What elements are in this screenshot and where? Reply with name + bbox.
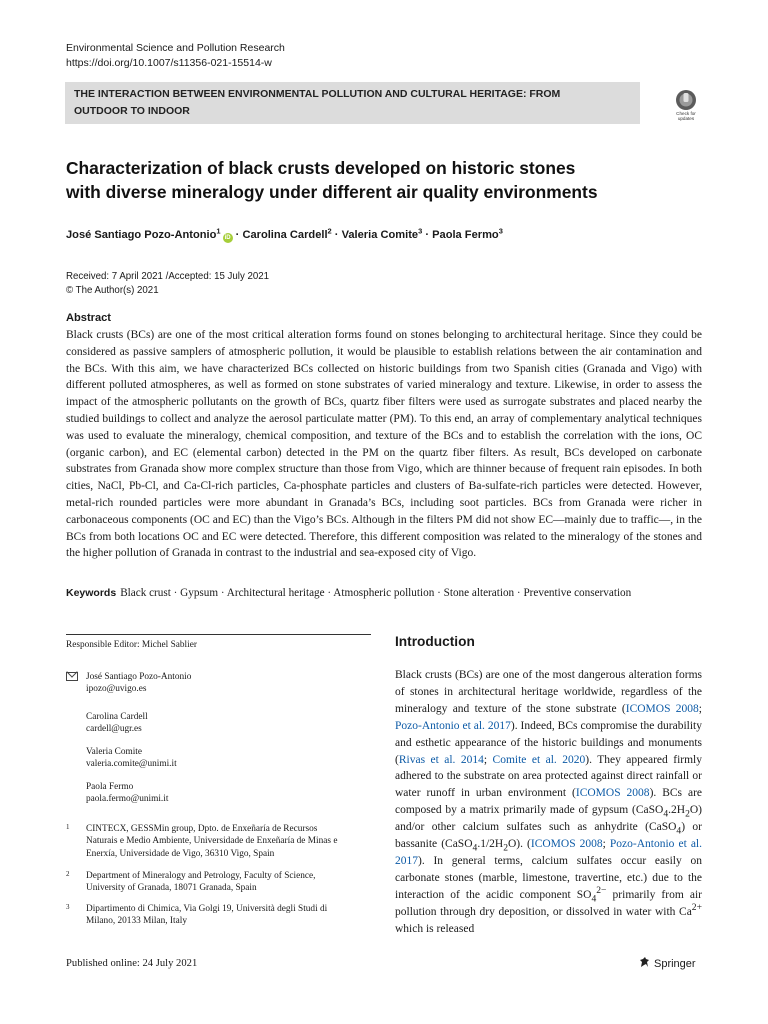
contact-email[interactable]: cardell@ugr.es bbox=[86, 724, 142, 735]
citation-link[interactable]: ICOMOS 2008 bbox=[625, 702, 699, 715]
copyright-notice: © The Author(s) 2021 bbox=[66, 285, 159, 296]
citation-link[interactable]: Rivas et al. 2014 bbox=[398, 753, 484, 766]
author-list bbox=[66, 226, 503, 243]
springer-horse-icon bbox=[638, 956, 651, 969]
abstract-text: Black crusts (BCs) are one of the most critical alteration forms found on stones belonging to architectural heritage. Since they could be considered as passive samplers of atmospheric pollution, it would be plausible to establish relations between the air contamination and the BCs. With this aim, we have characterized BCs collected on historic buildings from two Spanish cities (Granada and Vigo) with different polluted atmospheres, as well as formed on stone substrates of varied mineralogy and texture. Likewise, in order to assess the impact of the atmospheric pollutants on the growth of BCs, quartz fiber filters were used as surrogate substrates and placed nearby the studied buildings to collect and analyze the aerosol particulate matter (PM). To this end, an array of complementary analytical techniques was used to evaluate the mineralogy, chemical composition, and texture of the BCs and to establish the correlation with the ions, OC (organic carbon), and EC (elemental carbon) detected in the PM on the quartz fiber filters. As result, BCs developed on carbonate substrates from Granada show more complex structure than those from Vigo, which are thinner because of frequent rain episodes. In both cities, NaCl, Pb-Cl, and Ca-Cl-rich particles, Ca-phosphate particles and clusters of Ba-sulfate-rich particles were detected. However, metal-rich rounded particles were more abundant in Granada’s BCs, including soot particles. BCs from Granada were richer in carbonaceous components (OC and EC) than the Vigo’s BCs. Although in the filters PM did not show EC—mainly due to traffic—, in the BCs from both locations OC and EC were detected. Therefore, this different composition was related to the mineralogy of the stones and the higher pollution of Granada in contrast to the industrial and sea-exposed city of Vigo. bbox=[66, 329, 702, 560]
orcid-icon[interactable]: iD bbox=[224, 235, 231, 241]
badge-label-1: Check for bbox=[676, 111, 696, 116]
citation-link[interactable]: ICOMOS 2008 bbox=[530, 838, 603, 851]
publisher-logo bbox=[638, 956, 696, 970]
journal-header bbox=[66, 41, 285, 71]
citation-link[interactable]: Pozo-Antonio et al. 2017 bbox=[395, 719, 511, 732]
contact-name: Valeria Comite bbox=[86, 747, 143, 757]
keywords-label: Keywords bbox=[66, 587, 117, 599]
citation-link[interactable]: Pozo-Antonio et al. 2017 bbox=[395, 838, 702, 867]
author-affiliation: 1 bbox=[216, 226, 221, 236]
author-affiliation: 3 bbox=[418, 226, 423, 236]
affiliation-line: Enerxía, Universidade de Vigo, 36310 Vigo, Spain bbox=[86, 848, 275, 859]
author-separator: · bbox=[334, 229, 339, 241]
author-name[interactable]: Carolina Cardell bbox=[242, 229, 328, 241]
check-for-updates-badge[interactable] bbox=[668, 88, 704, 124]
affiliation-line: University of Granada, 18071 Granada, Spain bbox=[86, 883, 257, 894]
affiliation-number: 1 bbox=[66, 823, 70, 831]
title-line-2: with diverse mineralogy under different air quality environments bbox=[66, 182, 598, 202]
affiliation-line: Dipartimento di Chimica, Via Golgi 19, Università degli Studi di bbox=[86, 904, 328, 914]
affiliation-line: CINTECX, GESSMin group, Dpto. de Enxeñaría de Recursos bbox=[86, 824, 318, 834]
affiliation-line: Naturais e Medio Ambiente, Universidade de Enxeñaría de Minas e bbox=[86, 836, 338, 847]
author-name[interactable]: José Santiago Pozo-Antonio bbox=[66, 229, 217, 241]
envelope-icon bbox=[66, 672, 78, 681]
contact-entry bbox=[86, 746, 177, 771]
contact-name: José Santiago Pozo-Antonio bbox=[86, 672, 192, 682]
banner-line-1: THE INTERACTION BETWEEN ENVIRONMENTAL POLLUTION AND CULTURAL HERITAGE: FROM bbox=[74, 88, 561, 100]
publisher-name: Springer bbox=[654, 958, 696, 970]
introduction-text: Black crusts (BCs) are one of the most dangerous alteration forms of stones in architectural heritage worldwide, regardless of the mineralogy and texture of the stone substrate (ICOMOS 2008; Pozo-Antonio et al. 2017). Indeed, BCs compromise the durability and esthetic appearance of the historic buildings and monuments (Rivas et al. 2014; Comite et al. 2020). They appeared firmly adhered to the substrate on area protected against direct rainfall or water runoff in urban environment (ICOMOS 2008). BCs are composed by a matrix primarily made of gypsum $(CaSO_4.2H_2O)$ and/or other calcium sulfates such as anhydrite (CaSO$_4$) or bassanite $(CaSO_4.1/2H_2O)$. (ICOMOS 2008; Pozo-Antonio et al. 2017). In general terms, calcium sulfates occur easily on carbonate stones (marble, limestone, travertine, etc.) due to the interaction of the acidic component $SO_4^{2-}$ primarily from air pollution through dry deposition, or dissolved in water with $Ca^{2+}$ which is released bbox=[395, 669, 703, 935]
keywords-text: Black crust · Gypsum · Architectural heritage · Atmospheric pollution · Stone alteration · Preventive conservation bbox=[120, 587, 632, 599]
keywords bbox=[66, 587, 706, 599]
author-name[interactable]: Valeria Comite bbox=[341, 229, 419, 241]
contact-email[interactable]: paola.fermo@unimi.it bbox=[86, 794, 169, 805]
contact-name: Paola Fermo bbox=[86, 782, 134, 792]
author-affiliation: 2 bbox=[327, 226, 332, 236]
topical-collection-title bbox=[74, 86, 574, 120]
contact-name: Carolina Cardell bbox=[86, 712, 148, 722]
contact-entry bbox=[86, 781, 168, 806]
contact-entry bbox=[86, 671, 191, 696]
received-accepted: Received: 7 April 2021 /Accepted: 15 July 2021 bbox=[66, 271, 270, 282]
affiliation-number: 2 bbox=[66, 870, 70, 878]
author-separator: · bbox=[425, 229, 430, 241]
abstract-heading: Abstract bbox=[66, 312, 112, 324]
badge-label-2: updates bbox=[677, 116, 695, 122]
banner-line-2: OUTDOOR TO INDOOR bbox=[74, 105, 190, 117]
journal-name: Environmental Science and Pollution Research bbox=[66, 42, 285, 54]
author-name[interactable]: Paola Fermo bbox=[432, 229, 499, 241]
doi-link[interactable]: https://doi.org/10.1007/s11356-021-15514-w bbox=[66, 57, 272, 69]
title-line-1: Characterization of black crusts developed on historic stones bbox=[66, 158, 576, 178]
affiliation-line: Department of Mineralogy and Petrology, Faculty of Science, bbox=[86, 871, 316, 881]
responsible-editor: Responsible Editor: Michel Sablier bbox=[66, 640, 197, 650]
affiliation-line: Milano, 20133 Milan, Italy bbox=[86, 916, 187, 927]
contact-email[interactable]: valeria.comite@unimi.it bbox=[86, 759, 177, 770]
author-separator: · bbox=[235, 229, 240, 241]
citation-link[interactable]: ICOMOS 2008 bbox=[575, 787, 650, 800]
affiliation-number: 3 bbox=[66, 903, 70, 911]
article-title bbox=[66, 156, 706, 204]
author-affiliation: 3 bbox=[498, 226, 503, 236]
published-date: Published online: 24 July 2021 bbox=[66, 958, 198, 969]
contact-entry bbox=[86, 711, 148, 736]
contact-email[interactable]: ipozo@uvigo.es bbox=[86, 684, 147, 695]
introduction-heading: Introduction bbox=[395, 634, 475, 649]
citation-link[interactable]: Comite et al. 2020 bbox=[492, 753, 586, 766]
article-dates bbox=[66, 270, 269, 298]
footnote-divider bbox=[66, 634, 371, 635]
